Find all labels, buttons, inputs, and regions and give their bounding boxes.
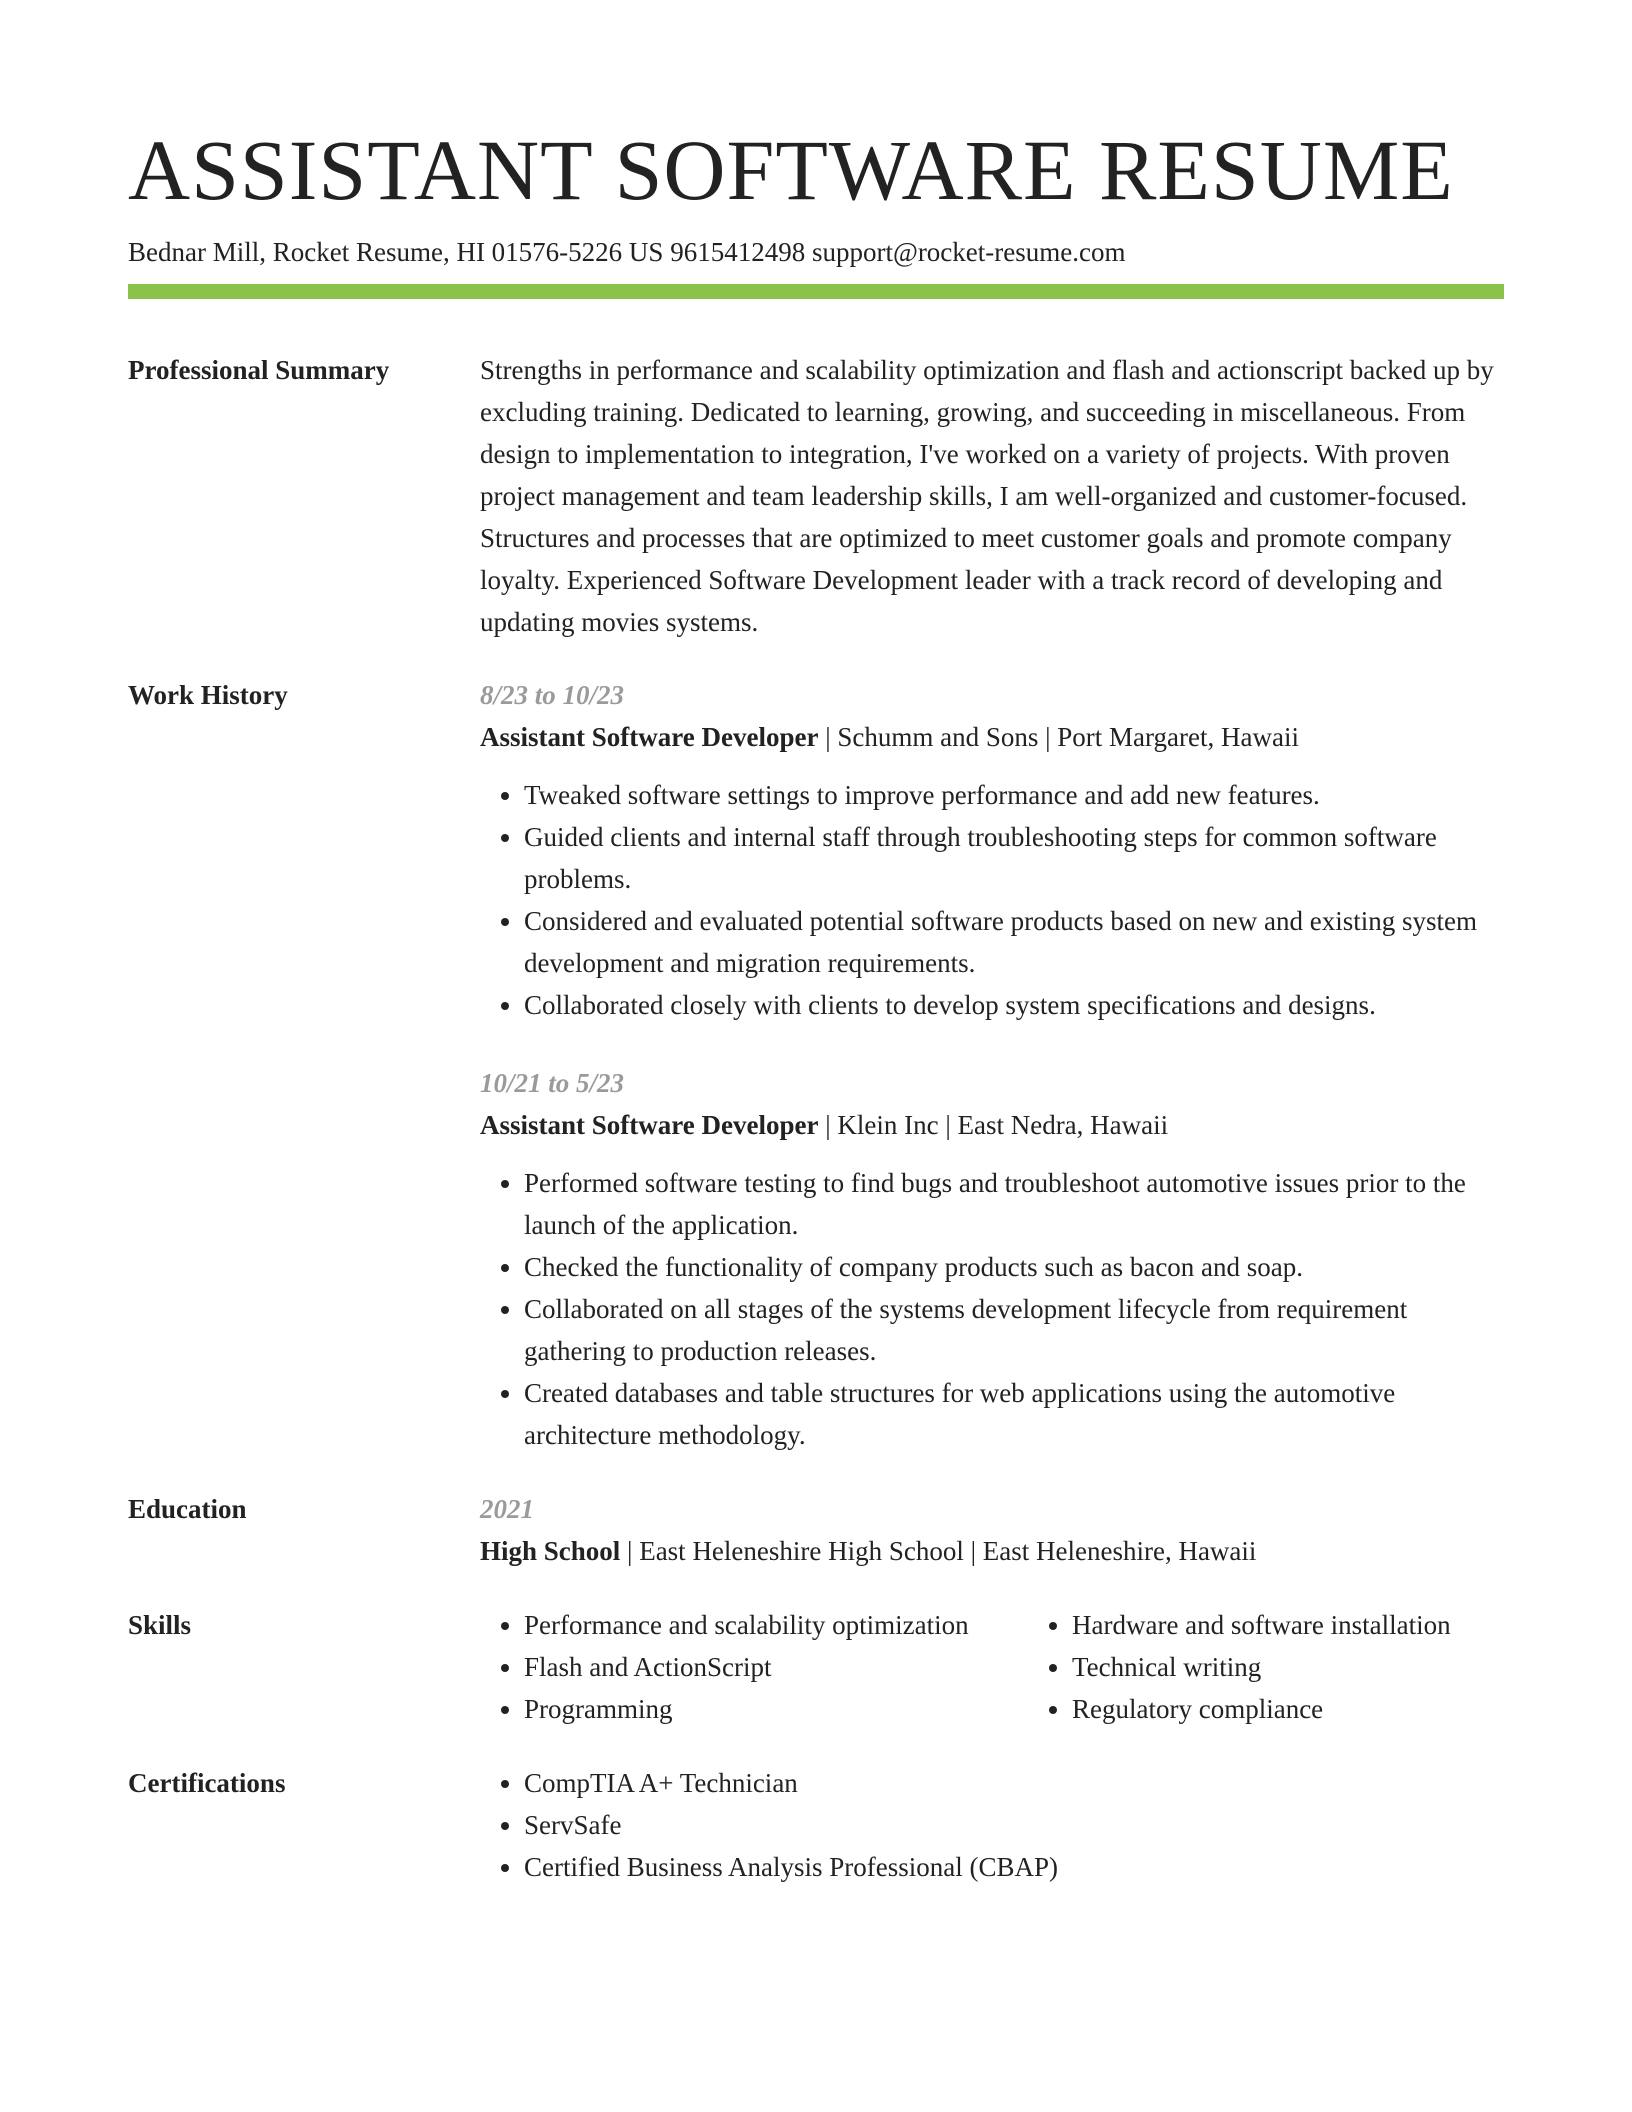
list-item: • Tweaked software settings to improve performance and add new features.	[524, 774, 1504, 816]
list-item: • CompTIA A+ Technician	[524, 1762, 1504, 1804]
list-item: • Performed software testing to find bugs and troubleshoot automotive issues prior to the launch of the application.	[524, 1162, 1504, 1246]
certifications-section	[128, 1762, 1504, 1888]
summary-label: Professional Summary	[128, 355, 390, 385]
certifications-label: Certifications	[128, 1768, 286, 1798]
job-dates: 10/21 to 5/23	[480, 1068, 625, 1098]
education-degree: High School	[480, 1536, 621, 1566]
list-item: • Collaborated on all stages of the systems development lifecycle from requirement gathering to production releases.	[524, 1288, 1504, 1372]
education-entry	[480, 1530, 1504, 1572]
certifications-list	[480, 1762, 1504, 1888]
summary-text: Strengths in performance and scalability optimization and flash and actionscript backed up by excluding training. Dedicated to learning, growing, and succeeding in miscellaneous. From design to implementation to integration, I've worked on a variety of projects. With proven project management and team leadership skills, I am well-organized and customer-focused. Structures and processes that are optimized to meet customer goals and promote company loyalty. Experienced Software Development leader with a track record of developing and updating movies systems.	[480, 355, 1494, 637]
resume-title: ASSISTANT SOFTWARE RESUME	[128, 122, 1454, 218]
list-item: • Considered and evaluated potential software products based on new and existing system development and migration requirements.	[524, 900, 1504, 984]
list-item: • Regulatory compliance	[1072, 1688, 1504, 1730]
list-item: • Checked the functionality of company products such as bacon and soap.	[524, 1246, 1504, 1288]
job-details: | Klein Inc | East Nedra, Hawaii	[818, 1110, 1169, 1140]
contact-address: Bednar Mill, Rocket Resume, HI 01576-5226 US	[128, 237, 664, 267]
list-item: • Collaborated closely with clients to develop system specifications and designs.	[524, 984, 1504, 1026]
list-item: • Performance and scalability optimization	[524, 1604, 1028, 1646]
work-history-section	[128, 674, 1504, 1456]
education-section	[128, 1488, 1504, 1572]
skills-column-2	[1028, 1604, 1504, 1730]
skills-section	[128, 1604, 1504, 1730]
education-year: 2021	[480, 1494, 534, 1524]
list-item: • Technical writing	[1072, 1646, 1504, 1688]
job-dates: 8/23 to 10/23	[480, 680, 625, 710]
job-entry	[480, 674, 1504, 1026]
list-item: • ServSafe	[524, 1804, 1504, 1846]
skills-column-1	[480, 1604, 1028, 1730]
list-item: • Guided clients and internal staff through troubleshooting steps for common software problems.	[524, 816, 1504, 900]
job-details: | Schumm and Sons | Port Margaret, Hawaii	[818, 722, 1299, 752]
list-item: • Flash and ActionScript	[524, 1646, 1028, 1688]
list-item: • Created databases and table structures for web applications using the automotive architecture methodology.	[524, 1372, 1504, 1456]
list-item: • Programming	[524, 1688, 1028, 1730]
work-history-label: Work History	[128, 680, 288, 710]
job-title: Assistant Software Developer	[480, 1110, 819, 1140]
contact-phone: 9615412498	[670, 237, 806, 267]
contact-line	[128, 234, 1504, 270]
contact-email: support@rocket-resume.com	[811, 237, 1126, 267]
resume-page	[128, 118, 1504, 1888]
education-label: Education	[128, 1494, 247, 1524]
skills-label: Skills	[128, 1610, 192, 1640]
summary-section	[128, 349, 1504, 643]
list-item: • Hardware and software installation	[1072, 1604, 1504, 1646]
job-entry	[480, 1062, 1504, 1456]
list-item: • Certified Business Analysis Professional (CBAP)	[524, 1846, 1504, 1888]
accent-divider	[128, 284, 1504, 299]
education-details: | East Heleneshire High School | East Heleneshire, Hawaii	[620, 1536, 1257, 1566]
job-bullets	[480, 1162, 1504, 1456]
job-role	[480, 1104, 1504, 1146]
job-title: Assistant Software Developer	[480, 722, 819, 752]
job-role	[480, 716, 1504, 758]
job-bullets	[480, 774, 1504, 1026]
